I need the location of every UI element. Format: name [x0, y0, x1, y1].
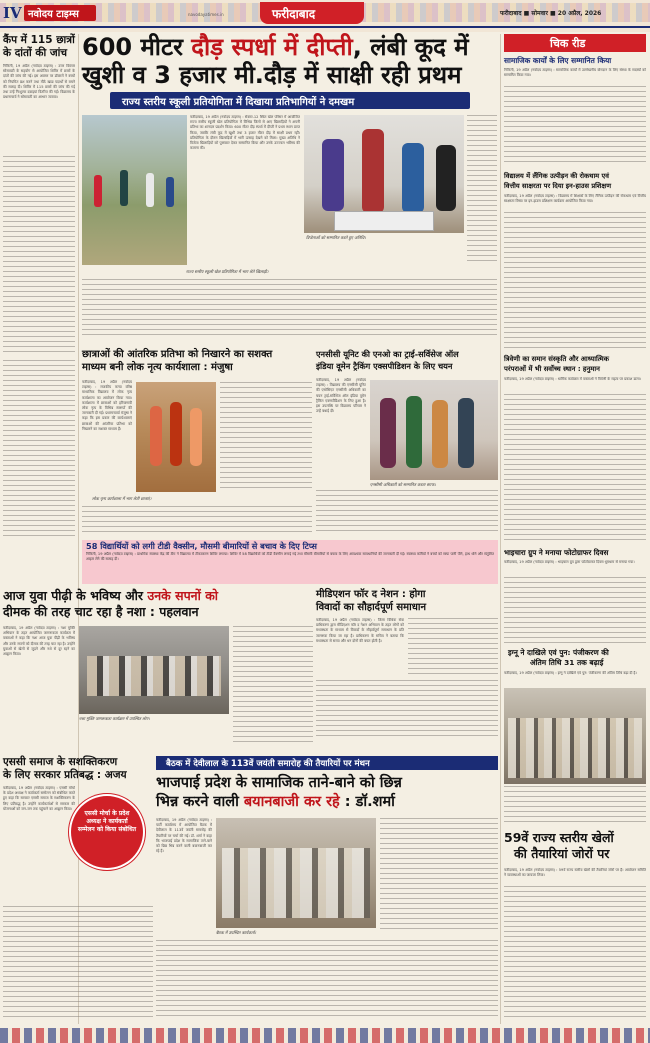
alert-bar [82, 540, 498, 584]
paper-name: नवोदय टाइम्स [28, 9, 79, 20]
right-column [504, 34, 646, 1024]
r4-body: फरीदाबाद, 19 अप्रैल (नवोदय टाइम्स) : भाइचारा ग्रुप द्वारा फोटोग्राफर दिवस धूमधाम से मनाया गया। [504, 560, 635, 564]
story4-body-lines-b [408, 618, 498, 678]
story7-headline-2b: बयानबाजी कर रहे [243, 794, 340, 810]
story2-headline-1: छात्राओं की आंतरिक प्रतिभा को निखारने का सशक्त [82, 349, 273, 360]
story5-body: फरीदाबाद, 19 अप्रैल (नवोदय टाइम्स) : नशा मुक्ति अभियान के तहत आयोजित जागरूकता कार्यक्रम में वक्ताओं ने कहा कि नशा आज युवा पीढ़ी के भविष्य और उनके सपनों को दीमक की तरह चाट रहा है। उन्होंने युवाओं से खेलों से जुड़ने और नशे से दूर रहने का आह्वान किया। [3, 626, 75, 657]
story7-headline-2a: भिन्न करने वाली [156, 794, 244, 810]
r6-headline-2: की तैयारियां जोरों पर [514, 846, 610, 861]
masthead-rule [0, 26, 650, 28]
r1-body: निकिनी, 19 अप्रैल (नवोदय टाइम्स) : सामाजिक कार्यों में उल्लेखनीय योगदान के लिए संस्था के सदस्यों को सम्मानित किया गया। [504, 68, 646, 78]
lead-body-lines-1 [467, 115, 497, 265]
r5-body-lines [504, 786, 646, 826]
story2-headline-2: माध्यम बनी लोक नृत्य कार्यशाला : मंजुषा [82, 362, 233, 373]
lead-headline-line2: खुशी व 3 हजार मी.दौड़ में साक्षी रही प्रथम [82, 61, 462, 89]
lead-strap-text: राज्य स्तरीय स्कूली प्रतियोगिता में दिखाया प्रतिभागियों ने दमखम [122, 97, 355, 108]
story-ncc [316, 348, 498, 538]
story7-body: फरीदाबाद, 19 अप्रैल (नवोदय टाइम्स) : पार्टी कार्यालय में आयोजित बैठक में देवीलाल के 113वें जयंती समारोह की तैयारियों पर चर्चा की गई। डॉ. शर्मा ने कहा कि भाजपाई प्रदेश के सामाजिक ताने-बाने को छिन्न भिन्न करने वाली बयानबाजी कर रहे हैं। [156, 818, 212, 854]
story5-headline-1b: उनके सपनों को [147, 588, 219, 603]
city-tag-label: फरीदाबाद [272, 7, 316, 21]
lead-body-lines-2 [82, 279, 497, 339]
story5-body-lines [233, 626, 313, 746]
lead-photo-2 [304, 115, 464, 233]
story5-photo [79, 626, 229, 714]
story7-headline-2c: : डॉ.शर्मा [339, 794, 395, 810]
lead-photo-1-caption: राज्य स्तरीय स्कूली खेल प्रतियोगिता में भाग लेते खिलाड़ी। [186, 269, 269, 274]
r3-headline-1: त्रिवेणी का समान संस्कृति और आध्यात्मिक [504, 355, 609, 363]
story5-headline-1 [3, 588, 313, 604]
alert-body: निकिनी, 19 अप्रैल (नवोदय टाइम्स) : प्राथमिक स्वास्थ्य केंद्र की टीम ने विद्यालय में टीकाकरण शिविर लगाया। शिविर में 58 विद्यार्थियों को टीडी वैक्सीन लगाई गई तथा मौसमी बीमारियों से बचाव के लिए आवश्यक सावधानियों की जानकारी दी गई। स्वास्थ्य कर्मियों ने बच्चों को साफ पानी पीने, हाथ धोने और संतुलित आहार लेने की सलाह दी। [86, 552, 494, 562]
r2-body-lines [504, 212, 646, 350]
story-devilal [156, 756, 498, 1026]
r1-body-lines [504, 86, 646, 166]
date-line: फरीदाबाद ■ सोमवार ■ 20 अप्रैल, 2026 [500, 10, 602, 17]
r4-body-lines [504, 577, 646, 645]
lead-story [82, 34, 497, 346]
masthead-url: navodayatimes.in [188, 12, 224, 17]
story3-headline-2: इंडिया वूमेन ट्रैकिंग एक्सपीडिशन के लिए चयन [316, 361, 453, 371]
lead-headline-line1 [82, 34, 497, 61]
r6-body: फरीदाबाद, 19 अप्रैल (नवोदय टाइम्स) : 59वें राज्य स्तरीय खेलों की तैयारियां जोरों पर हैं। आयोजन समिति ने व्यवस्थाओं का जायजा लिया। [504, 868, 646, 878]
lead-headline-highlight: दौड़ स्पर्धा में दीप्ती [191, 33, 353, 61]
r3-headline-2: परंपराओं में भी सर्वोच्च स्थान : हनुमान [504, 365, 600, 373]
page-number: IV [3, 4, 22, 22]
story5-headline-1a: आज युवा पीढ़ी के भविष्य और [3, 588, 148, 603]
left-mid-column [3, 360, 75, 540]
story7-body-lines-b [156, 940, 498, 1020]
lead-photo-2-caption: विजेताओं को सम्मानित करते हुए अतिथि। [306, 235, 366, 240]
story-folk-dance [82, 348, 313, 538]
lead-body: फरीदाबाद, 19 अप्रैल (नवोदय टाइम्स) : सेक्टर-12 स्थित खेल परिसर में आयोजित राज्य स्तरीय स्कूली खेल प्रतियोगिता में विभिन्न जिलों से आए खिलाड़ियों ने अपनी प्रतिभा का शानदार प्रदर्शन किया। 600 मीटर दौड़ स्पर्धा में दीप्ती ने प्रथम स्थान प्राप्त किया, जबकि लंबी कूद में खुशी तथा 3 हजार मीटर दौड़ में साक्षी प्रथम रहीं। प्रतियोगिता के दौरान खिलाड़ियों में भारी उत्साह देखने को मिला। मुख्य अतिथि ने विजेता खिलाड़ियों को पुरस्कार देकर सम्मानित किया और उनके उज्ज्वल भविष्य की कामना की। [190, 115, 300, 151]
story7-caption: बैठक में उपस्थित कार्यकर्ता। [216, 930, 257, 935]
story4-body: फरीदाबाद, 19 अप्रैल (नवोदय टाइम्स) : जिला विधिक सेवा प्राधिकरण द्वारा मीडिएशन फॉर द नेशन अभियान के तहत लोगों को मध्यस्थता के माध्यम से विवादों के सौहार्दपूर्ण समाधान के प्रति जागरूक किया जा रहा है। प्राधिकरण के सचिव ने बताया कि मध्यस्थता से समय और धन दोनों की बचत होती है। [316, 618, 404, 643]
story2-body-lines [220, 382, 312, 492]
footer-strip [0, 1028, 650, 1043]
lead-photo-1 [82, 115, 187, 265]
story3-caption: एनसीसी अधिकारी को सम्मानित करता स्टाफ। [370, 482, 436, 487]
r4-headline: भाइचारा ग्रुप ने मनाया फोटोग्राफर दिवस [504, 548, 609, 557]
story2-caption: लोक नृत्य कार्यशाला में भाग लेती छात्राएं। [92, 496, 152, 501]
story-sc [3, 756, 153, 1026]
story2-body-lines-b [82, 506, 312, 534]
r3-body: फरीदाबाद, 19 अप्रैल (नवोदय टाइम्स) : धार्मिक कार्यक्रम में वक्ताओं ने त्रिवेणी के महत्व पर प्रकाश डाला। [504, 377, 642, 381]
left-top-headline: कैंप में 115 छात्रों के दांतों की जांच [3, 34, 75, 59]
story4-headline-2: विवादों का सौहार्दपूर्ण समाधान [316, 602, 427, 613]
story7-headline-2 [156, 793, 395, 811]
lead-headline-part2: , लंबी कूद में [352, 33, 469, 61]
right-col-divider [500, 34, 501, 1024]
r6-body-lines [504, 886, 646, 1020]
story7-headline-1: भाजपाई प्रदेश के सामाजिक ताने-बाने को छिन्न [156, 775, 402, 791]
alert-title: 58 विद्यार्थियों को लगी टीडी वैक्सीन, मौसमी बीमारियों से बचाव के दिए टिप्स [86, 541, 317, 551]
story7-photo [216, 818, 376, 928]
story6-headline-1: एससी समाज के सशक्तिकरण [3, 756, 118, 768]
story-mediation [316, 588, 498, 748]
r2-headline-2: वित्तीय साक्षरता पर दिया इन-हाउस प्रशिक्षण [504, 182, 612, 190]
r6-headline-1: 59वें राज्य स्तरीय खेलों [504, 830, 614, 845]
story4-body-lines [316, 680, 498, 740]
story6-badge-text: एससी मोर्चा के प्रदेश अध्यक्ष ने कार्यकर्ता सम्मेलन को किया संबोधित [77, 810, 137, 833]
story3-headline-1: एनसीसी यूनिट की एनओ का ट्राई-सर्विसेज ऑल [316, 349, 459, 359]
story6-body-lines [3, 906, 153, 1021]
left-top-body: निकिनी, 19 अप्रैल (नवोदय टाइम्स) : उत्तर विस्तार सोसायटी के सहयोग से आयोजित शिविर में छात्रों के दांतों की जांच की गई। इस अवसर पर डॉक्टरों ने बच्चों को नियमित ब्रश करने तथा मीठे खाद्य पदार्थों से बचने की सलाह दी। शिविर में 115 छात्रों की जांच की गई तथा उन्हें निःशुल्क दवाइयां वितरित की गईं। विद्यालय के प्रधानाचार्य ने सोसायटी का आभार जताया। [3, 64, 75, 100]
left-top-body-lines [3, 156, 75, 352]
story3-body-lines [316, 490, 498, 534]
left-top-story [3, 34, 75, 354]
story5-headline-2: दीमक की तरह चाट रहा है नशा : पहलवान [3, 604, 199, 619]
lead-headline-part1: 600 मीटर [82, 33, 192, 61]
r2-body: फरीदाबाद, 19 अप्रैल (नवोदय टाइम्स) : विद्यालय में शिक्षकों के लिए लैंगिक उत्पीड़न की रोकथाम एवं वित्तीय साक्षरता विषय पर इन-हाउस प्रशिक्षण कार्यक्रम आयोजित किया गया। [504, 194, 646, 204]
story-drugs [3, 588, 313, 753]
right-tag-label: चिक रीड [550, 37, 586, 50]
story3-photo [370, 380, 498, 480]
r3-body-lines [504, 394, 646, 544]
r1-headline: सामाजिक कार्यों के लिए सम्मानित किया [504, 56, 612, 65]
r5-photo [504, 688, 646, 784]
story6-body: फरीदाबाद, 19 अप्रैल (नवोदय टाइम्स) : एससी मोर्चा के प्रदेश अध्यक्ष ने कार्यकर्ता सम्मेलन को संबोधित करते हुए कहा कि सरकार एससी समाज के सशक्तिकरण के लिए प्रतिबद्ध है। उन्होंने कार्यकर्ताओं से सरकार की योजनाओं को जन-जन तक पहुंचाने का आह्वान किया। [3, 786, 75, 811]
story2-photo [136, 382, 216, 492]
r5-body: फरीदाबाद, 19 अप्रैल (नवोदय टाइम्स) : इग्नू ने दाखिले एवं पुन: पंजीकरण की अंतिम तिथि बढ़ा दी है। [504, 671, 637, 675]
r2-headline-1: विद्यालय में लैंगिक उत्पीड़न की रोकथाम एवं [504, 172, 609, 180]
story6-headline-2: के लिए सरकार प्रतिबद्ध : अजय [3, 769, 127, 781]
r5-headline-2: अंतिम तिथि 31 तक बढ़ाई [530, 658, 604, 667]
story5-caption: नशा मुक्ति जागरूकता कार्यक्रम में उपस्थित लोग। [79, 716, 150, 721]
story7-strap: बैठक में देवीलाल के 113वें जयंती समारोह की तैयारियों पर मंथन [166, 759, 370, 769]
story4-headline-1: मीडिएशन फॉर द नेशन : होगा [316, 589, 426, 600]
masthead [0, 0, 650, 32]
story7-body-lines-a [380, 818, 498, 930]
story3-body: फरीदाबाद, 19 अप्रैल (नवोदय टाइम्स) : विद्यालय की एनसीसी यूनिट की एसोसिएट एनसीसी अधिकारी का चयन ट्राई-सर्विसेज ऑल इंडिया वूमेन ट्रैकिंग एक्सपीडिशन के लिए हुआ है। इस उपलब्धि पर विद्यालय परिवार ने उन्हें बधाई दी। [316, 378, 366, 414]
r5-headline-1: इग्नू ने दाखिले एवं पुन: पंजीकरण की [508, 648, 609, 657]
story2-body: फरीदाबाद, 19 अप्रैल (नवोदय टाइम्स) : राजकीय कन्या वरिष्ठ माध्यमिक विद्यालय में लोक नृत्य कार्यशाला का आयोजन किया गया। कार्यशाला में छात्राओं को हरियाणवी लोक नृत्य के विभिन्न स्वरूपों की जानकारी दी गई। प्रधानाचार्या मंजुषा ने कहा कि इस प्रकार की कार्यशालाएं छात्राओं की आंतरिक प्रतिभा को निखारने का सशक्त माध्यम हैं। [82, 380, 132, 431]
